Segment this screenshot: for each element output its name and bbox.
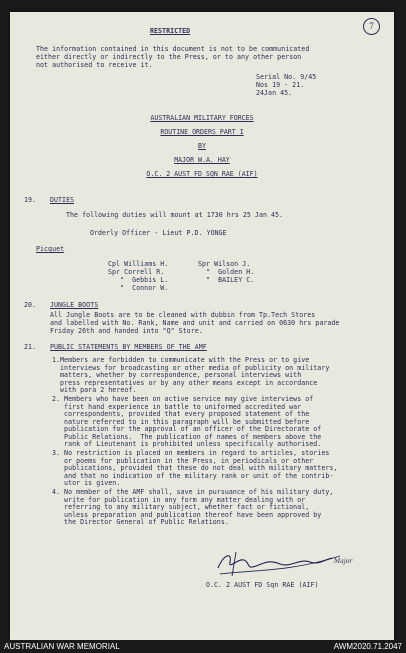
picquet-left-3: " Gebbis L. bbox=[108, 276, 169, 284]
title-line-2: ROUTINE ORDERS PART I bbox=[160, 128, 244, 136]
para-3-line-2: or poems for publication in the Press, in periodicals or other bbox=[52, 456, 314, 465]
para-1-line-4: press representatives or by any other means except in accordance bbox=[52, 378, 318, 387]
item-20-line-1: All Jungle Boots are to be cleaned with dubbin from Tp.Tech Stores bbox=[50, 311, 316, 319]
serial-number: Serial No. 9/45 bbox=[256, 73, 317, 81]
item-20-line-3: Friday 26th and handed into "Q" Store. bbox=[50, 327, 203, 335]
document-page bbox=[10, 12, 394, 640]
signature-scrawl bbox=[210, 546, 353, 582]
item-21-heading: PUBLIC STATEMENTS BY MEMBERS OF THE AMF bbox=[50, 343, 207, 351]
order-date: 24Jan 45. bbox=[256, 89, 293, 97]
title-line-3: BY bbox=[198, 142, 206, 150]
restriction-notice-line-3: not authorised to receive it. bbox=[36, 61, 153, 69]
item-21-number: 21. bbox=[24, 343, 37, 351]
picquet-right-1: Spr Wilson J. bbox=[198, 260, 251, 268]
para-2-line-2: first hand experience in battle to uniformed accredited war bbox=[52, 402, 302, 411]
para-2-line-3: correspondents, provided that every proposed statement of the bbox=[52, 410, 310, 418]
para-2-line-6: Public Relations. The publication of names of members above the bbox=[52, 432, 322, 441]
para-1-line-2: interviews for broadcasting or other media of publicity on military bbox=[52, 363, 330, 372]
signature-block: O.C. 2 AUST FD Sqn RAE (AIF) bbox=[206, 581, 319, 589]
signature-rank: Major bbox=[334, 558, 353, 565]
para-4-line-2: write for publication in any form any matter dealing with or bbox=[52, 495, 306, 504]
page-number: 7 bbox=[363, 18, 380, 35]
para-4-line-4: unless preparation and publication thereof have been approved by bbox=[52, 510, 322, 519]
para-4-line-1: 4. No member of the AMF shall, save in pursuance of his military duty, bbox=[52, 488, 334, 496]
item-20-heading: JUNGLE BOOTS bbox=[50, 301, 99, 309]
para-3-line-5: utor is given. bbox=[52, 479, 121, 487]
item-20-line-2: and labelled with No. Rank, Name and unit and carried on 0630 hrs parade bbox=[50, 319, 340, 327]
restriction-notice-line-2: either directly or indirectly to the Press, or to any other person bbox=[36, 53, 302, 61]
footer-institution: AUSTRALIAN WAR MEMORIAL bbox=[4, 642, 120, 651]
title-line-4: MAJOR W.A. HAY bbox=[174, 156, 230, 164]
para-1-line-3: matters, whether by correspondence, personal interviews with bbox=[52, 371, 302, 379]
picquet-heading: Picquet bbox=[36, 245, 65, 253]
footer-bar bbox=[0, 640, 406, 653]
item-19-number: 19. bbox=[24, 196, 37, 204]
order-numbers: Nos 19 - 21. bbox=[256, 81, 305, 89]
picquet-left-2: Spr Correll R. bbox=[108, 268, 165, 276]
title-line-5: O.C. 2 AUST FD SQN RAE (AIF) bbox=[146, 170, 258, 178]
para-4-line-5: the Director General of Public Relations. bbox=[52, 518, 229, 526]
picquet-left-4: " Connor W. bbox=[108, 284, 169, 292]
item-20-number: 20. bbox=[24, 301, 37, 309]
para-3-line-4: and that no indication of the military rank or unit of the contrib- bbox=[52, 471, 334, 480]
restriction-notice-line-1: The information contained in this document is not to be communicated bbox=[36, 45, 310, 53]
para-2-line-1: 2. Members who have been on active service may give interviews of bbox=[52, 395, 314, 403]
orderly-officer: Orderly Officer - Lieut P.D. YONGE bbox=[90, 229, 227, 237]
para-2-line-7: rank of Lieutenant is prohibited unless specifically authorised. bbox=[52, 440, 322, 448]
picquet-left-1: Cpl Williams H. bbox=[108, 260, 169, 268]
footer-accession-number: AWM2020.71.2047 bbox=[333, 642, 402, 651]
para-3-line-3: publications, provided that these do not deal with military matters, bbox=[52, 464, 338, 472]
item-19-heading: DUTIES bbox=[50, 196, 75, 204]
para-2-line-4: nature referred to in this paragraph will be submitted before bbox=[52, 417, 310, 426]
item-19-intro: The following duties will mount at 1730 hrs 25 Jan 45. bbox=[66, 211, 284, 219]
classification-label: RESTRICTED bbox=[150, 27, 191, 35]
picquet-right-3: " BAILEY C. bbox=[198, 276, 255, 284]
picquet-right-2: " Golden H. bbox=[198, 268, 255, 276]
title-line-1: AUSTRALIAN MILITARY FORCES bbox=[150, 114, 254, 122]
para-3-line-1: 3. No restriction is placed on members in regard to articles, stories bbox=[52, 449, 330, 457]
para-1-line-1: 1.Members are forbidden to communicate with the Press or to give bbox=[52, 356, 310, 364]
para-2-line-5: publication for the approval of an officer of the Directorate of bbox=[52, 425, 322, 433]
para-4-line-3: referring to any military subject, whether fact or fictional, bbox=[52, 503, 310, 511]
para-1-line-5: with para 2 hereof. bbox=[52, 386, 137, 394]
